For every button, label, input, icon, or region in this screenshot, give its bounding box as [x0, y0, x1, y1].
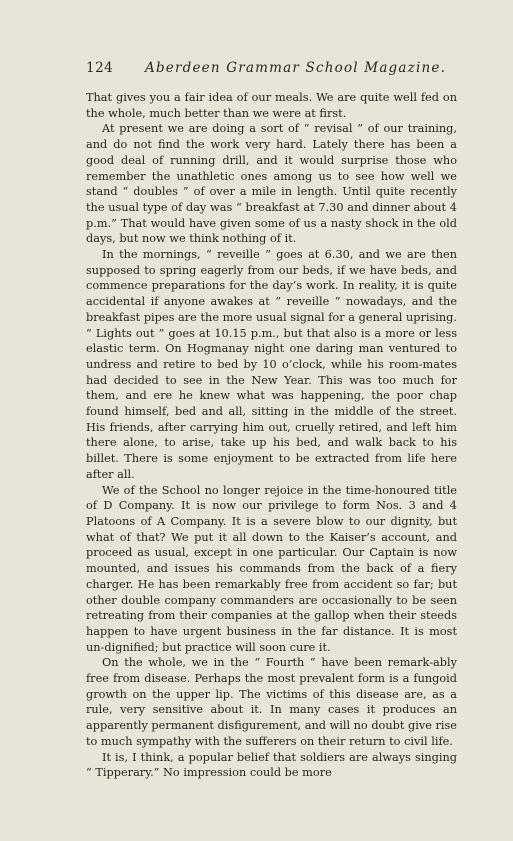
- paragraph-meals: That gives you a fair idea of our meals. We are quite well fed on the whole, much better than we were at first.: [86, 91, 457, 120]
- paragraph-tipperary: It is, I think, a popular belief that soldiers are always singing “ Tipperary.” No impression could be more: [86, 750, 457, 780]
- article-body: [86, 90, 457, 781]
- running-title: Aberdeen Grammar School Magazine.: [145, 60, 447, 76]
- paragraph-reveille: In the mornings, “ reveille ” goes at 6.30, and we are then supposed to spring eagerly from our beds, if we have beds, and commence preparations for the day’s work. In reality, it is quite accidental if anyone awakes at “ reveille ” nowadays, and the breakfast pipes are the more usual signal for a general uprising. “ Lights out ” goes at 10.15 p.m., but that also is a more or less elastic term. On Hogmanay night one daring man ventured to undress and retire to bed by 10 o’clock, while his room-mates had decided to see in the New Year. This was too much for them, and ere he knew what was happening, the poor chap found himself, bed and all, sitting in the middle of the street. His friends, after carrying him out, cruelly retired, and left him there alone, to arise, take up his bed, and walk back to his billet. There is some enjoyment to be extracted from life here after all.: [86, 248, 457, 481]
- paragraph-disease: On the whole, we in the “ Fourth ” have been remark-ably free from disease. Perhaps the most prevalent form is a fungoid growth on the upper lip. The victims of this disease are, as a rule, very sensitive about it. In many cases it produces an apparently permanent disfigurement, and will no doubt give rise to much sympathy with the sufferers on their return to civil life.: [86, 656, 457, 748]
- paragraph-company: We of the School no longer rejoice in the time-honoured title of D Company. It is now our privilege to form Nos. 3 and 4 Platoons of A Company. It is a severe blow to our dignity, but what of that? We put it all down to the Kaiser’s account, and proceed as usual, except in one particular. Our Captain is now mounted, and issues his commands from the back of a fiery charger. He has been remarkably free from accident so far; but other double company commanders are occasionally to be seen retreating from their companies at the gallop when their steeds happen to have urgent business in the far distance. It is most un-dignified; but practice will soon cure it.: [86, 483, 457, 654]
- page-number: 124: [86, 60, 114, 76]
- running-header: [85, 59, 457, 77]
- paragraph-training: At present we are doing a sort of “ revisal ” of our training, and do not find the work very hard. Lately there has been a good deal of running drill, and it would surprise those who remember the unathletic ones among us to see how well we stand “ doubles ” of over a mile in length. Until quite recently the usual type of day was “ breakfast at 7.30 and dinner about 4 p.m.” That would have given some of us a nasty shock in the old days, but now we think nothing of it.: [86, 122, 457, 246]
